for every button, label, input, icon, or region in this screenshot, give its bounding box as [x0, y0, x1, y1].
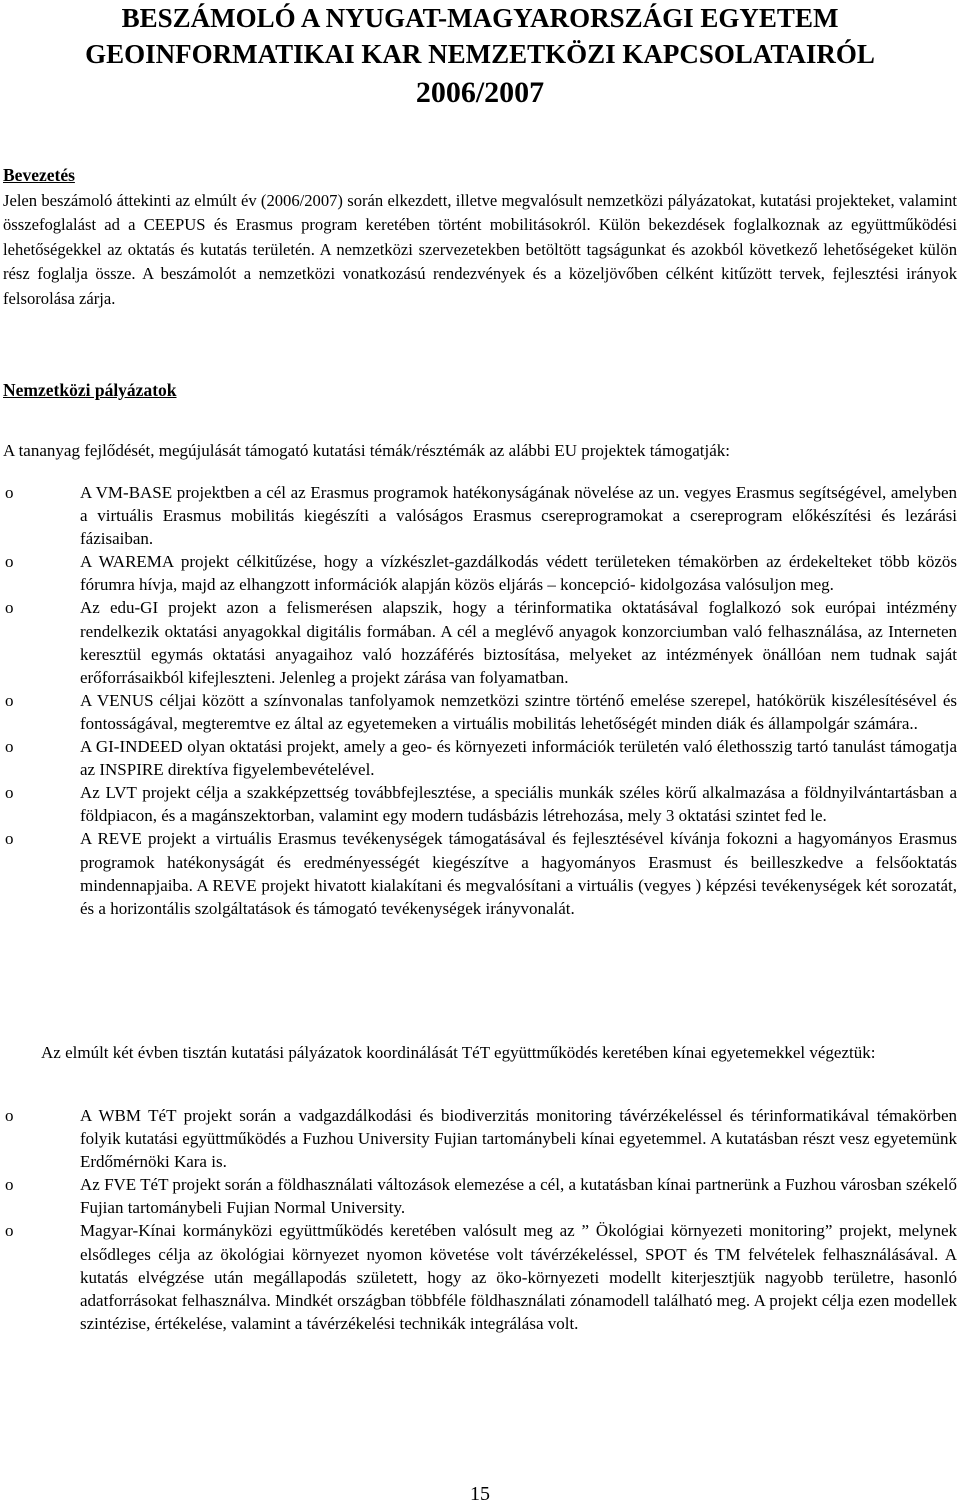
list-item — [0, 1173, 957, 1219]
list-item — [0, 689, 957, 735]
eu-project-lvt: Az LVT projekt célja a szakképzettség továbbfejlesztése, a speciális munkák széles körű alkalmazása a földnyilvántartásban a földpiacon, és a magánszektorban, valamint egy modern tudásbázis létrehozása, mely 3 oktatási szintet fed le. — [80, 783, 957, 826]
bullet-icon: o — [5, 783, 14, 803]
intro-heading: Bevezetés — [3, 165, 75, 185]
document-title-year: 2006/2007 — [415, 76, 545, 109]
cn-project-fve: Az FVE TéT projekt során a földhasználati változások elemezése a cél, a kutatásban kínai partnerünk a Fuzhou városban székelő Fujian tartománybeli Fujian Normal University. — [80, 1175, 957, 1218]
list-item — [0, 781, 957, 827]
bullet-icon: o — [5, 737, 14, 757]
bullet-icon: o — [5, 829, 14, 849]
eu-projects-intro: A tananyag fejlődését, megújulását támogató kutatási témák/résztémák az alábbi EU projektek támogatják: — [3, 441, 730, 460]
document-title-line-2: GEOINFORMATIKAI KAR NEMZETKÖZI KAPCSOLATAIRÓL — [85, 39, 875, 69]
bullet-icon: o — [5, 1221, 14, 1241]
cn-project-wbm: A WBM TéT projekt során a vadgazdálkodási és biodiverzitás monitoring távérzékeléssel és térinformatikával témakörben folyik kutatási együttműködés a Fuzhou University Fujian tartománybeli kínai egyetemmel. A kutatásban részt vesz egyetemünk Erdőmérnöki Kara is. — [80, 1106, 957, 1172]
eu-projects-list — [0, 481, 960, 920]
bullet-icon: o — [5, 552, 14, 572]
cn-project-ecological-monitoring: Magyar-Kínai kormányközi együttműködés keretében valósult meg az ” Ökológiai környezeti monitoring” projekt, melynek elsődleges célja az ökológiai környezet nyomon követése volt távérzékeléssel, SPOT és TM felvételek felhasználásával. A kutatás elvégzése után megállapodás született, hogy az öko-környezeti modellt kiterjesztjük nagyobb területre, hasonló adatforrásokat felhasználva. Mindkét országban többféle földhasználati zónamodell található meg. A projekt célja ezen modellek szintézise, értékelése, valamint a távérzékelési technikák integrálása volt. — [80, 1221, 957, 1333]
eu-project-warema: A WAREMA projekt célkitűzése, hogy a vízkészlet-gazdálkodás védett területeken témakörben az érdekelteket több közös fórumra hívja, majd az elhangzott információk alapján közös eljárás – koncepció- kidolgozása valósuljon meg. — [80, 552, 957, 595]
eu-project-vm-base: A VM-BASE projektben a cél az Erasmus programok hatékonyságának növelése az un. vegyes Erasmus segítségével, amelyben a virtuális Erasmus mobilitás kiegészíti a valóságos Erasmus csereprogramokat a csereprogram előkészítési és lezárási fázisaiban. — [80, 483, 957, 549]
list-item — [0, 1104, 957, 1173]
list-item — [0, 596, 957, 688]
bullet-icon: o — [5, 1106, 14, 1125]
bullet-icon: o — [5, 598, 14, 618]
intro-paragraph: Jelen beszámoló áttekinti az elmúlt év (2006/2007) során elkezdett, illetve megvalósult nemzetközi pályázatokat, kutatási projekteket, valamint összefoglalást ad a CEEPUS és Erasmus program keretében történt mobilitásokról. Külön bekezdések foglalkoznak az együttműködési lehetőségekkel az oktatás és kutatás területén. A nemzetközi szervezetekben betöltött tagságunkat és azokból következő lehetőségeket külön rész foglalja össze. A beszámolót a nemzetközi vonatkozású rendezvények és a közeljövőben célként kitűzött tervek, fejlesztési irányok felsorolása zárja. — [3, 191, 957, 308]
document-title-line-1: BESZÁMOLÓ A NYUGAT-MAGYARORSZÁGI EGYETEM — [121, 3, 839, 33]
eu-project-gi-indeed: A GI-INDEED olyan oktatási projekt, amely a geo- és környezeti információk területén való élethosszig tartó tanulást támogatja az INSPIRE direktíva figyelembevételével. — [80, 737, 957, 780]
bullet-icon: o — [5, 1175, 14, 1195]
list-item — [0, 550, 957, 596]
bullet-icon: o — [5, 690, 14, 710]
eu-project-venus: A VENUS céljai között a színvonalas tanfolyamok nemzetközi szintre történő emelése szerepel, hatókörük kiszélesítésével és fontosságával, megteremtve ez által az egyetemeken a virtuális mobilitás lehetőségét minden diák és állampolgár számára.. — [80, 690, 957, 733]
page-number: 15 — [470, 1483, 490, 1505]
eu-project-reve: A REVE projekt a virtuális Erasmus tevékenységek támogatásával és fejlesztésével kívánja fokozni a hagyományos Erasmus programok hatékonyságát és eredményességét kiegészítve a hagyományos Erasmust és beilleszkedve a felsőoktatás mindennapjaiba. A REVE projekt hivatott kialakítani és megvalósítani a virtuális (vegyes ) képzési tevékenységek két sorozatát, és a horizontális szolgáltatások és támogató tevékenységek irányvonalát. — [80, 829, 957, 918]
eu-project-edu-gi: Az edu-GI projekt azon a felismerésen alapszik, hogy a térinformatika oktatásával foglalkozó sok európai intézmény rendelkezik oktatási anyagokkal digitális formában. A cél a meglévő anyagok konzorciumban való felhasználása, az Interneten keresztül egymás oktatási anyagaihoz való hozzáférés biztosítása, melyeket az intézmények önállóan nem tudnak saját erőforrásaikból kifejleszteni. Jelenleg a projekt zárása van folyamatban. — [80, 598, 957, 687]
list-item — [0, 481, 957, 550]
list-item — [0, 1219, 957, 1334]
bullet-icon: o — [5, 483, 14, 502]
list-item — [0, 735, 957, 781]
list-item — [0, 827, 957, 919]
chinese-projects-list — [0, 1104, 960, 1335]
chinese-cooperation-intro: Az elmúlt két évben tisztán kutatási pályázatok koordinálását TéT együttműködés keretében kínai egyetemekkel végeztük: — [41, 1043, 876, 1062]
grants-heading: Nemzetközi pályázatok — [3, 380, 177, 400]
